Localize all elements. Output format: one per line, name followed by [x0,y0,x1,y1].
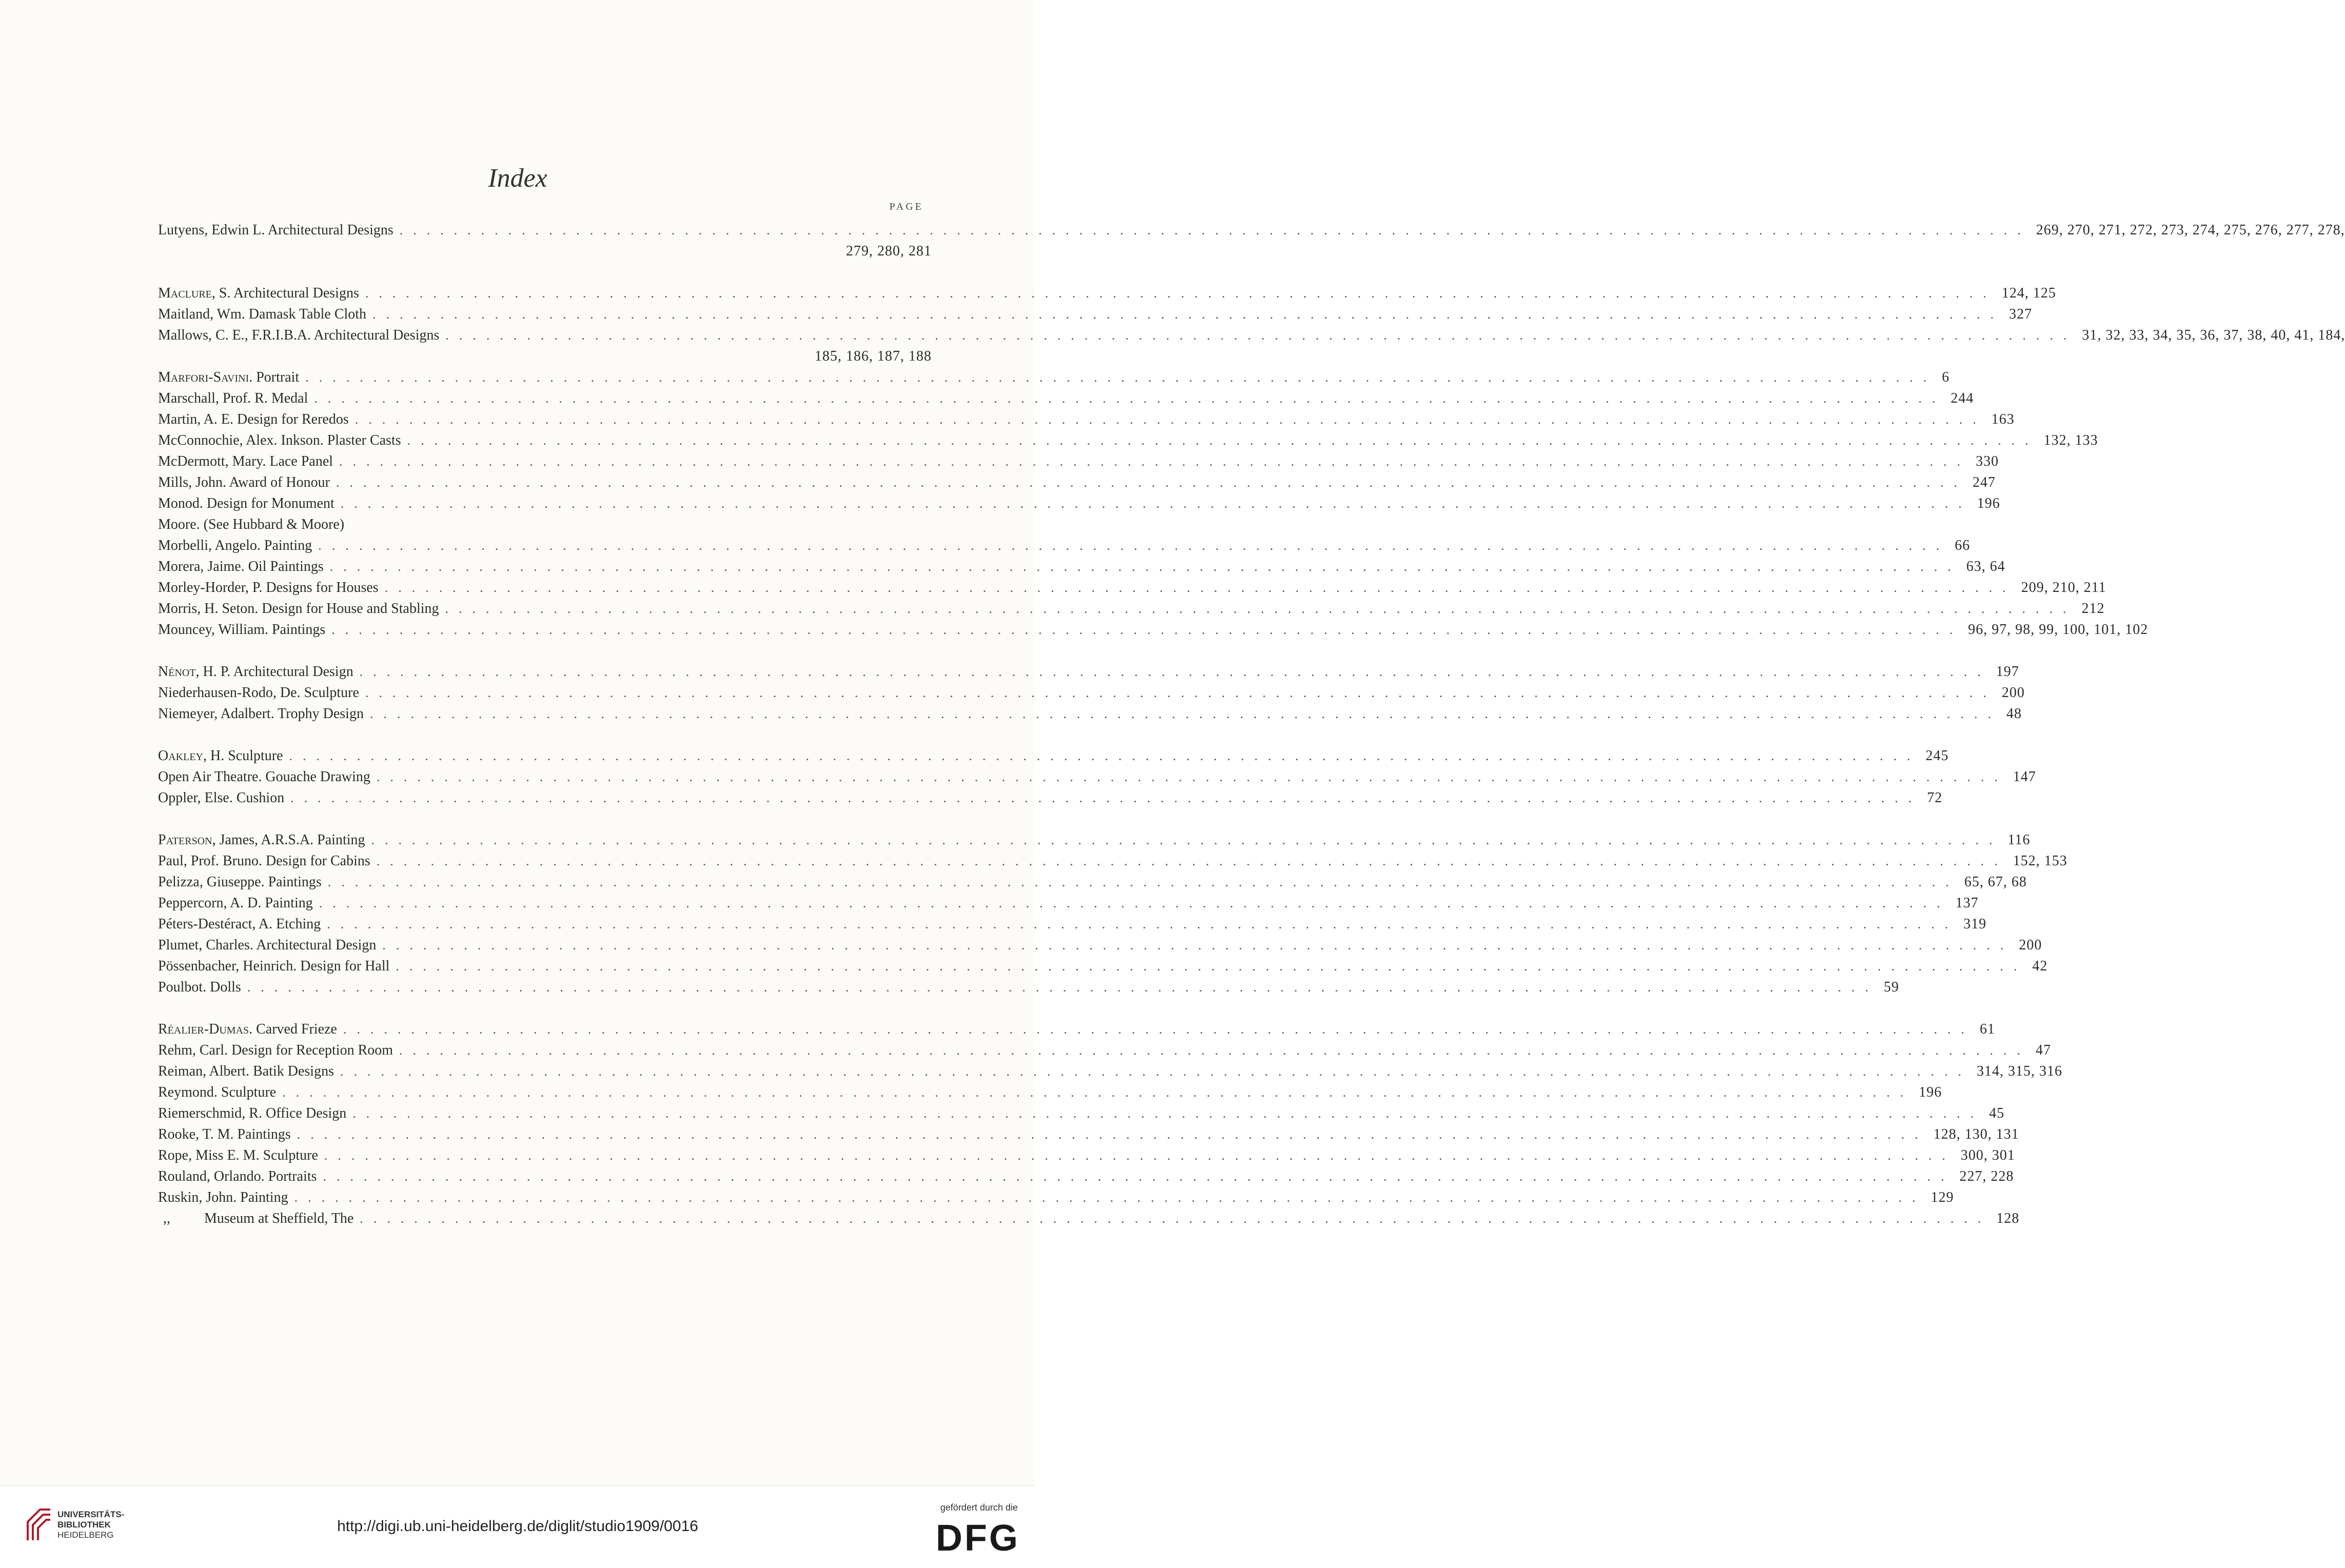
index-entry [158,1187,1954,1208]
index-entry [158,850,2067,871]
entry-label [158,871,328,892]
index-entry [158,703,2022,724]
entry-title: Lutyens, Edwin L. Architectural Designs [158,222,393,238]
index-entry [158,935,2042,956]
entry-pages: 63, 64 [1966,559,2005,574]
index-entry [158,766,2036,787]
index-entry [158,220,2345,241]
dot-leader: ........................................................................................................................ [289,748,1921,763]
entry-title: Pelizza, Giuseppe. Paintings [158,874,322,890]
entry-name-smallcaps: Paterson [158,832,212,848]
entry-pages: 245 [1925,748,1949,764]
entry-title: Poulbot. Dolls [158,979,241,995]
entry-label [158,220,400,241]
dot-leader: ........................................................................................................................ [343,1022,1975,1037]
entry-pages: 247 [1972,474,1996,490]
dot-leader: ........................................................................................................................ [318,538,1950,553]
dot-leader: ........................................................................................................................ [290,790,1922,805]
index-list [158,220,2345,1229]
entry-pages: 6 [1942,369,1950,385]
entry-pages: 59 [1883,979,1899,995]
dot-leader: ........................................................................................................................ [365,286,1997,301]
entry-label [158,535,318,556]
library-name-line2: BIBLIOTHEK [57,1520,111,1530]
index-entry [158,409,2015,430]
entry-name-smallcaps: Oakley [158,748,203,764]
entry-title: Open Air Theatre. Gouache Drawing [158,769,370,785]
entry-label [158,304,372,325]
index-entry [158,619,2149,640]
dot-leader: ........................................................................................................................ [365,685,1997,700]
source-url-link[interactable]: http://digi.ub.uni-heidelberg.de/diglit/studio1909/0016 [337,1518,698,1535]
entry-pages: 209, 210, 211 [2021,580,2106,596]
entry-title: Maitland, Wm. Damask Table Cloth [158,306,367,322]
dot-leader: ........................................................................................................................ [294,1190,1926,1205]
entry-label [158,367,305,388]
library-name-line1: UNIVERSITÄTS- [57,1510,125,1519]
footer-bar [0,1485,1035,1568]
dot-leader: ........................................................................................................................ [399,223,2031,237]
entry-pages: 31, 32, 33, 34, 35, 36, 37, 38, 40, 41, 184, [2082,327,2345,343]
entry-label [158,914,327,935]
dot-leader: ........................................................................................................................ [319,896,1950,910]
dot-leader: ........................................................................................................................ [297,1127,1928,1142]
entry-title: Niederhausen-Rodo, De. Sculpture [158,685,359,701]
index-entry [158,661,2019,682]
entry-pages: 196 [1919,1084,1942,1100]
entry-pages: 61 [1979,1021,1995,1037]
dot-leader: ........................................................................................................................ [399,1043,2031,1058]
entry-pages: 330 [1976,453,1999,469]
dot-leader: ........................................................................................................................ [327,875,1959,889]
entry-pages: 227, 228 [1959,1168,2014,1184]
index-entry [158,283,2056,304]
entry-pages: 137 [1955,895,1979,911]
funded-by-label: gefördert durch die [940,1502,1018,1513]
index-entry [158,388,1974,409]
dot-leader: ........................................................................................................................ [376,769,2008,784]
entry-title: Peppercorn, A. D. Painting [158,895,313,911]
entry-title: Péters-Destéract, A. Etching [158,916,321,932]
entry-pages: 116 [2007,832,2031,848]
index-entry [158,829,2031,850]
entry-label [158,745,289,766]
entry-pages: 212 [2081,601,2105,617]
entry-pages: 244 [1950,390,1974,406]
entry-label [158,325,445,346]
section-gap [158,724,932,745]
entry-label [158,661,360,682]
entry-title: Oppler, Else. Cushion [158,790,285,806]
entry-label [158,1166,323,1187]
entry-label [158,682,365,703]
index-entry [158,1145,2015,1166]
entry-label [158,1187,294,1208]
entry-label [158,787,290,808]
entry-title: Morbelli, Angelo. Painting [158,538,312,553]
entry-label [158,935,382,956]
entry-pages: 42 [2032,958,2048,974]
entry-title: McDermott, Mary. Lace Panel [158,453,333,469]
ditto-mark: ,, [163,1210,170,1226]
entry-label [158,703,370,724]
entry-pages: 147 [2013,769,2036,785]
entry-title: Marschall, Prof. R. Medal [158,390,308,406]
entry-title: , H. P. Architectural Design [195,664,353,680]
entry-pages: 65, 67, 68 [1964,874,2027,890]
section-gap [158,808,932,829]
dot-leader: ........................................................................................................................ [445,601,2077,616]
entry-title: Morera, Jaime. Oil Paintings [158,559,324,574]
index-entry [158,977,1899,998]
entry-title: . Carved Frieze [249,1021,337,1037]
entry-title: Paul, Prof. Bruno. Design for Cabins [158,853,370,869]
dot-leader: ........................................................................................................................ [382,938,2014,952]
entry-label [158,1145,324,1166]
entry-label [158,956,396,977]
entry-pages: 279, 280, 281 [846,243,932,259]
entry-pages: 197 [1996,664,2019,680]
entry-label [158,472,336,493]
entry-label [158,1061,340,1082]
dot-leader: ........................................................................................................................ [282,1085,1914,1100]
entry-title: Plumet, Charles. Architectural Design [158,937,377,953]
entry-label [158,514,350,535]
entry-label [158,388,314,409]
dot-leader: ........................................................................................................................ [354,412,1986,427]
entry-pages: 45 [1989,1105,2005,1121]
entry-label [158,829,371,850]
dot-leader: ........................................................................................................................ [324,1148,1956,1163]
dot-leader: ........................................................................................................................ [340,1064,1972,1079]
index-entry [158,1166,2014,1187]
index-entry [158,556,2005,577]
entry-label [158,1208,360,1229]
dot-leader: ........................................................................................................................ [339,454,1971,469]
dot-leader: ........................................................................................................................ [247,980,1879,995]
dot-leader: ........................................................................................................................ [384,580,2016,595]
dot-leader: ........................................................................................................................ [371,832,2003,847]
entry-label [158,619,331,640]
entry-title: McConnochie, Alex. Inkson. Plaster Casts [158,432,401,448]
entry-pages: 66 [1955,538,1970,553]
index-entry [158,514,932,535]
entry-title: Mills, John. Award of Honour [158,474,330,490]
entry-label [158,1082,282,1103]
index-entry [158,1124,2019,1145]
dot-leader: ........................................................................................................................ [314,391,1946,406]
entry-pages: 128 [1996,1210,2020,1226]
entry-title: Moore. (See Hubbard & Moore) [158,517,345,532]
entry-label [158,598,445,619]
dot-leader: ........................................................................................................................ [407,433,2039,448]
index-entry [158,493,2000,514]
index-entry [158,472,1996,493]
entry-title: . Portrait [249,369,300,385]
entry-title: Reiman, Albert. Batik Designs [158,1063,334,1079]
dot-leader: ........................................................................................................................ [327,917,1959,931]
dot-leader: ........................................................................................................................ [376,854,2008,868]
entry-pages: 200 [2001,685,2025,701]
entry-title: Ruskin, John. Painting [158,1189,288,1205]
entry-label [158,977,247,998]
index-entry [158,1208,2020,1229]
entry-pages: 132, 133 [2043,432,2098,448]
index-entry [158,1040,2052,1061]
section-gap [158,998,932,1019]
dot-leader: ........................................................................................................................ [360,1211,1992,1226]
index-entry [158,1061,2062,1082]
index-entry [158,787,1943,808]
entry-pages: 129 [1930,1189,1954,1205]
entry-title: Mallows, C. E., F.R.I.B.A. Architectural Designs [158,327,440,343]
dot-leader: ........................................................................................................................ [372,307,2004,322]
index-entry-continuation [158,346,932,367]
entry-label [158,577,385,598]
entry-name-smallcaps: Marfori-Savini [158,369,249,385]
index-entry [158,325,2345,346]
entry-title: Pössenbacher, Heinrich. Design for Hall [158,958,390,974]
entry-pages: 72 [1927,790,1943,806]
section-gap [158,262,932,283]
dot-leader: ........................................................................................................................ [305,370,1937,385]
dot-leader: ........................................................................................................................ [340,496,1972,511]
index-entry [158,745,1949,766]
entry-title: Mouncey, William. Paintings [158,622,326,638]
entry-label [158,493,341,514]
entry-label [158,850,377,871]
entry-title: Riemerschmid, R. Office Design [158,1105,347,1121]
dfg-logo: DFG [936,1518,1020,1559]
entry-name-smallcaps: Maclure [158,285,212,301]
entry-label [158,1019,343,1040]
index-entry [158,577,2106,598]
index-entry [158,598,2105,619]
entry-title: Museum at Sheffield, The [204,1210,354,1226]
dot-leader: ........................................................................................................................ [331,622,1963,637]
entry-pages: 152, 153 [2013,853,2067,869]
entry-label [158,430,407,451]
index-entry [158,304,2033,325]
index-entry [158,1082,1942,1103]
index-entry [158,451,1999,472]
entry-title: Niemeyer, Adalbert. Trophy Design [158,706,364,722]
index-entry [158,682,2025,703]
entry-pages: 128, 130, 131 [1933,1126,2019,1142]
entry-title: , James, A.R.S.A. Painting [212,832,365,848]
entry-name-smallcaps: Nénot [158,664,196,680]
dot-leader: ........................................................................................................................ [323,1169,1955,1184]
entry-pages: 319 [1963,916,1987,932]
entry-pages: 327 [2009,306,2033,322]
index-entry [158,871,2027,892]
entry-title: Monod. Design for Monument [158,495,334,511]
entry-pages: 124, 125 [2001,285,2056,301]
entry-label [158,283,365,304]
entry-title: Morley-Horder, P. Designs for Houses [158,580,379,596]
entry-title: , H. Sculpture [203,748,283,764]
entry-pages: 163 [1991,411,2015,427]
entry-pages: 48 [2006,706,2022,722]
dot-leader: ........................................................................................................................ [352,1106,1984,1121]
section-gap [158,640,932,661]
dot-leader: ........................................................................................................................ [329,559,1961,574]
index-entry [158,1019,1995,1040]
entry-title: Morris, H. Seton. Design for House and Stabling [158,601,439,617]
page-title: Index [488,164,547,193]
entry-pages: 47 [2036,1042,2052,1058]
entry-title: , S. Architectural Designs [211,285,359,301]
entry-label [158,892,319,914]
entry-pages: 300, 301 [1960,1147,2015,1163]
entry-label [158,1103,352,1124]
entry-title: Rouland, Orlando. Portraits [158,1168,317,1184]
entry-pages: 269, 270, 271, 272, 273, 274, 275, 276, 277, 278, [2036,222,2345,238]
index-entry [158,535,1970,556]
index-entry [158,914,1987,935]
dot-leader: ........................................................................................................................ [359,664,1991,679]
entry-label [158,1124,297,1145]
entry-title: Rooke, T. M. Paintings [158,1126,291,1142]
entry-label [158,451,339,472]
entry-pages: 314, 315, 316 [1976,1063,2062,1079]
entry-label [158,1040,399,1061]
index-entry [158,892,1979,914]
library-name-line3: HEIDELBERG [57,1530,114,1540]
entry-title: Rope, Miss E. M. Sculpture [158,1147,318,1163]
entry-title: Martin, A. E. Design for Reredos [158,411,349,427]
index-entry [158,430,2098,451]
dot-leader: ........................................................................................................................ [369,706,2001,721]
entry-pages: 96, 97, 98, 99, 100, 101, 102 [1968,622,2149,638]
entry-title: Rehm, Carl. Design for Reception Room [158,1042,393,1058]
dot-leader: ........................................................................................................................ [336,475,1967,490]
index-entry [158,956,2048,977]
entry-name-smallcaps: Réalier-Dumas [158,1021,249,1037]
index-entry-continuation [158,241,932,262]
entry-title: Reymond. Sculpture [158,1084,277,1100]
entry-label [158,556,330,577]
index-entry [158,367,1950,388]
dot-leader: ........................................................................................................................ [445,328,2077,343]
entry-pages: 196 [1977,495,2000,511]
index-entry [158,1103,2005,1124]
page-column-heading: PAGE [889,201,923,212]
entry-label [158,766,377,787]
entry-pages: 185, 186, 187, 188 [815,348,932,364]
entry-pages: 200 [2019,937,2042,953]
entry-label [158,409,355,430]
dot-leader: ........................................................................................................................ [396,959,2027,974]
